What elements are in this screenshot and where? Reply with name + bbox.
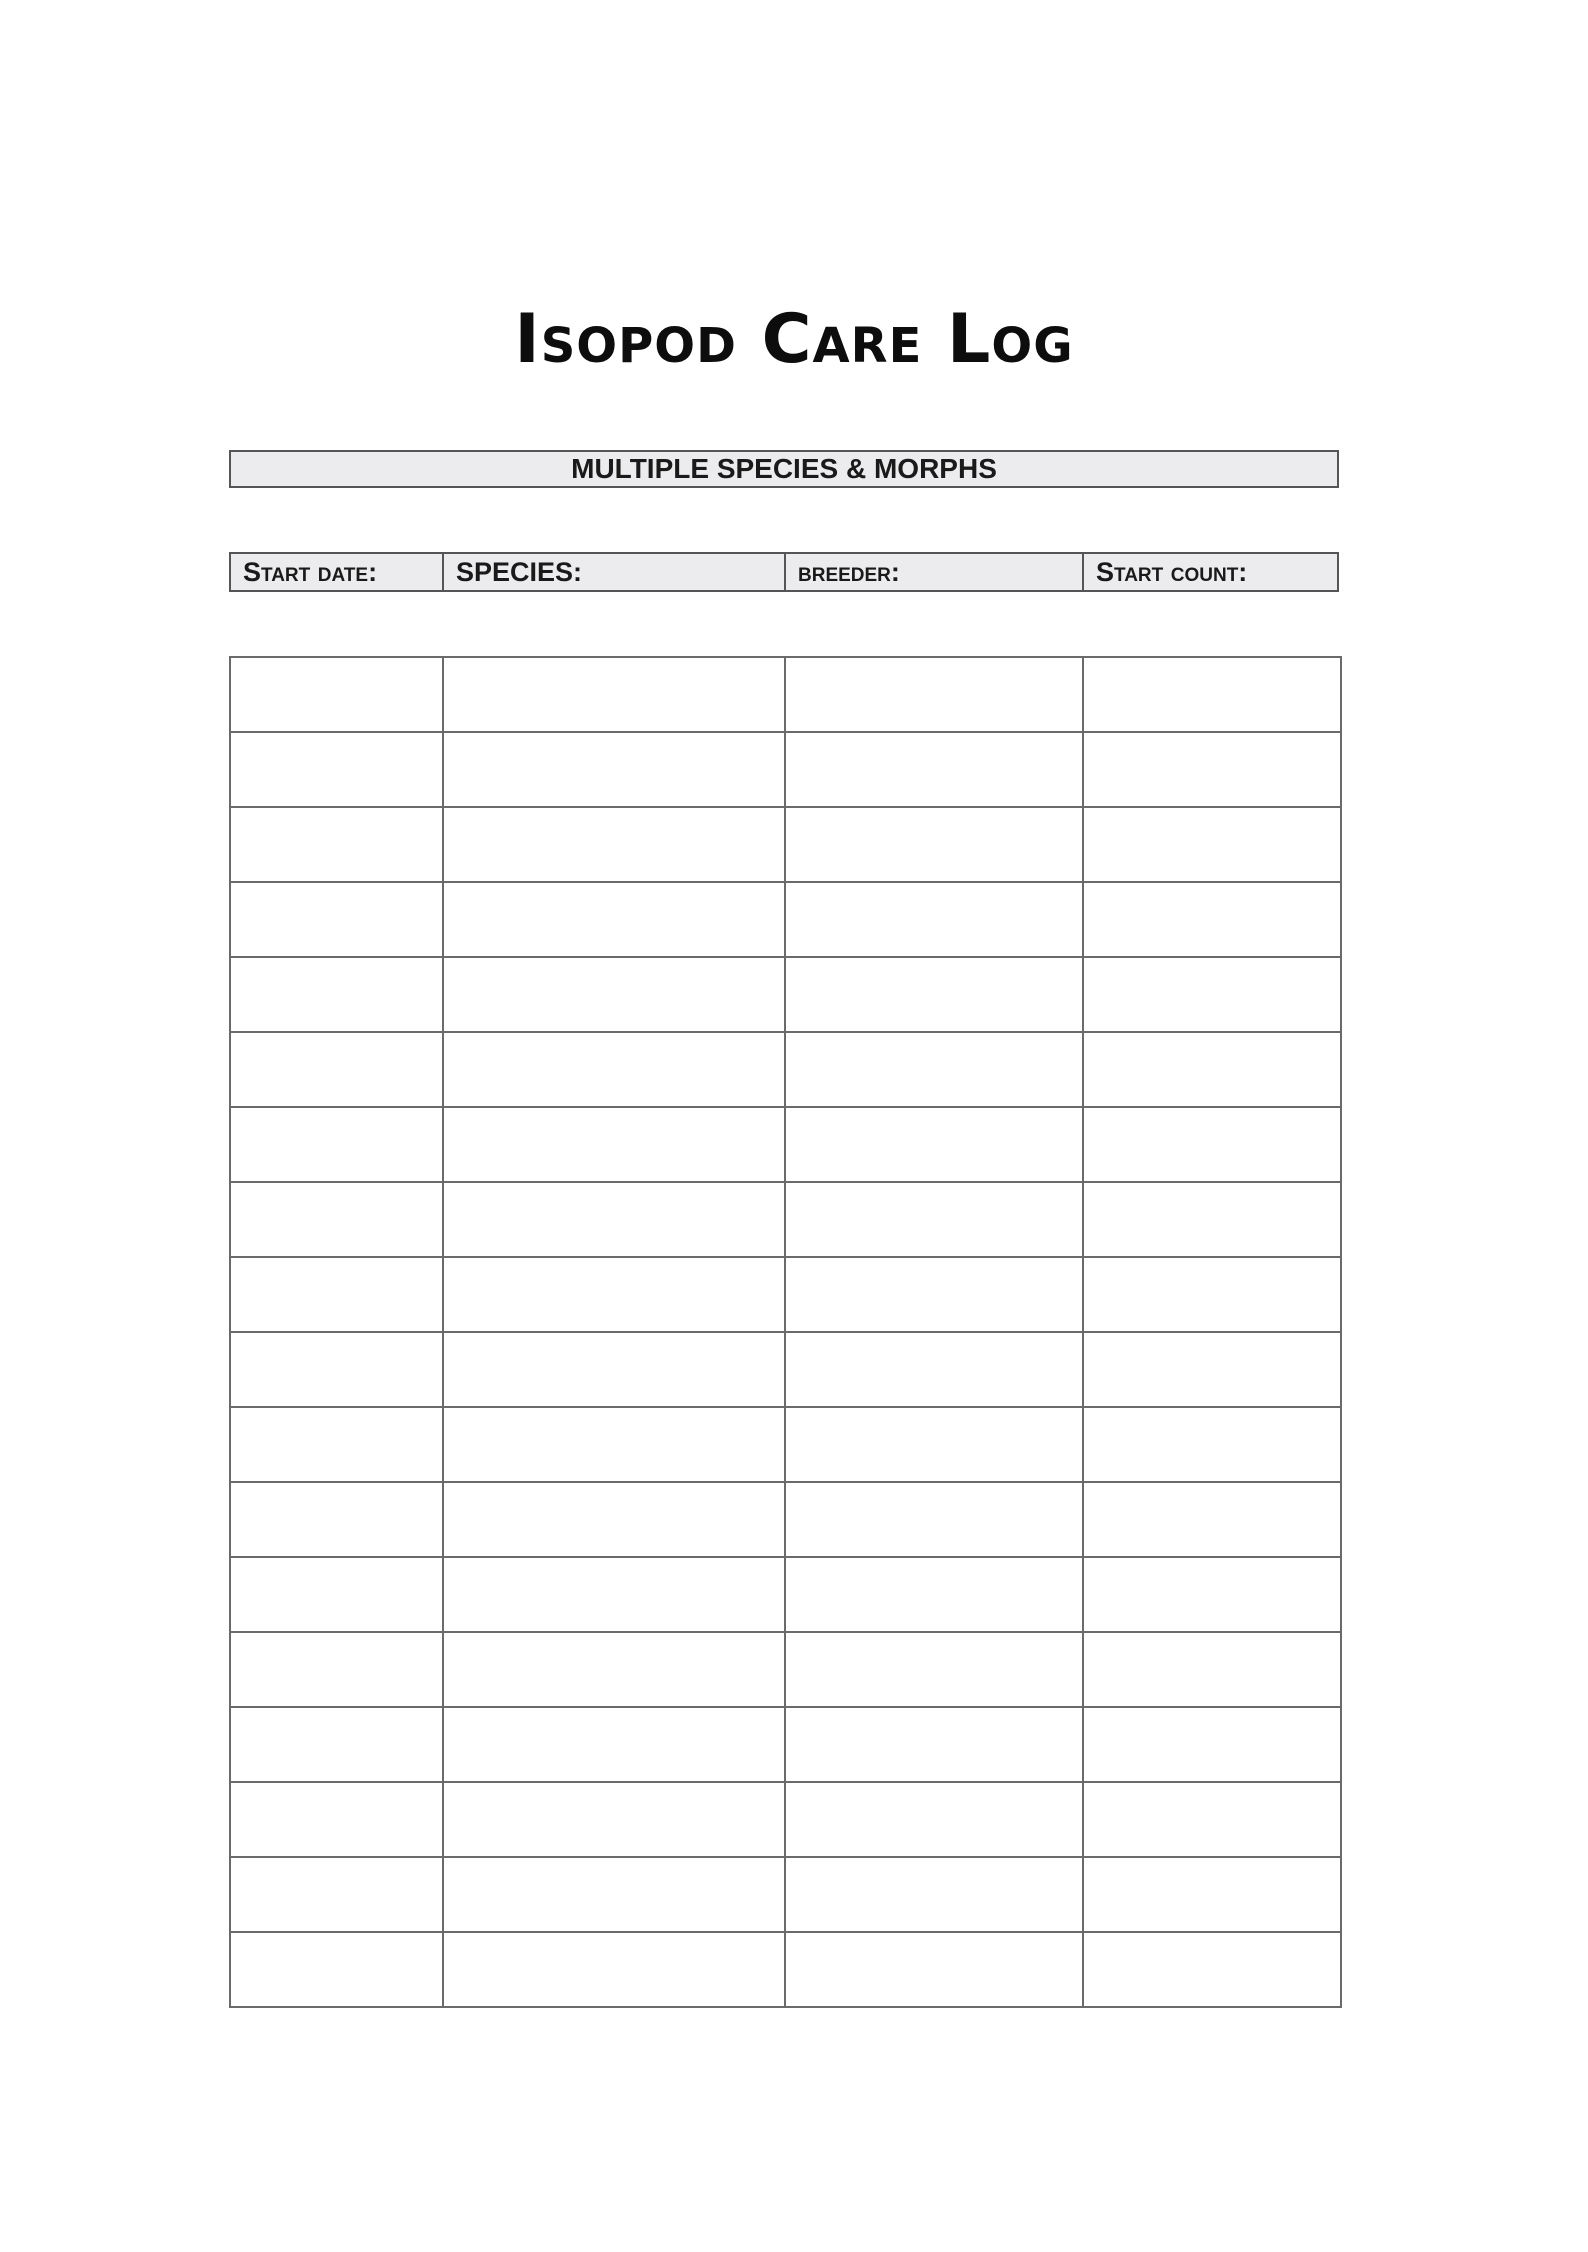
breeder-cell[interactable] (785, 1557, 1083, 1632)
start-date-cell[interactable] (230, 1182, 443, 1257)
species-cell[interactable] (443, 1857, 785, 1932)
start-date-cell[interactable] (230, 1257, 443, 1332)
species-cell[interactable] (443, 1332, 785, 1407)
table-row (230, 1482, 1341, 1557)
page-title: Isopod Care Log (514, 300, 1074, 379)
start-count-cell[interactable] (1083, 957, 1341, 1032)
species-cell[interactable] (443, 657, 785, 732)
start-count-cell[interactable] (1083, 1107, 1341, 1182)
breeder-cell[interactable] (785, 1707, 1083, 1782)
header-species: SPECIES: (444, 554, 786, 590)
start-count-cell[interactable] (1083, 1932, 1341, 2007)
start-date-cell[interactable] (230, 1557, 443, 1632)
table-row (230, 1557, 1341, 1632)
start-date-cell[interactable] (230, 807, 443, 882)
species-cell[interactable] (443, 1407, 785, 1482)
start-count-cell[interactable] (1083, 732, 1341, 807)
breeder-cell[interactable] (785, 657, 1083, 732)
column-header-row (229, 552, 1339, 592)
header-start-date: Start date: (231, 554, 444, 590)
breeder-cell[interactable] (785, 1857, 1083, 1932)
breeder-cell[interactable] (785, 1032, 1083, 1107)
species-cell[interactable] (443, 957, 785, 1032)
breeder-cell[interactable] (785, 1407, 1083, 1482)
breeder-cell[interactable] (785, 882, 1083, 957)
species-cell[interactable] (443, 1782, 785, 1857)
start-count-cell[interactable] (1083, 1632, 1341, 1707)
table-row (230, 657, 1341, 732)
breeder-cell[interactable] (785, 1782, 1083, 1857)
log-table (229, 656, 1342, 2008)
table-row (230, 732, 1341, 807)
start-count-cell[interactable] (1083, 1257, 1341, 1332)
table-row (230, 1632, 1341, 1707)
start-count-cell[interactable] (1083, 1032, 1341, 1107)
start-count-cell[interactable] (1083, 807, 1341, 882)
table-row (230, 1332, 1341, 1407)
species-cell[interactable] (443, 807, 785, 882)
table-row (230, 1932, 1341, 2007)
species-cell[interactable] (443, 1482, 785, 1557)
start-date-cell[interactable] (230, 1407, 443, 1482)
table-row (230, 1032, 1341, 1107)
species-cell[interactable] (443, 1932, 785, 2007)
start-date-cell[interactable] (230, 1107, 443, 1182)
start-count-cell[interactable] (1083, 1407, 1341, 1482)
table-row (230, 1257, 1341, 1332)
species-cell[interactable] (443, 1032, 785, 1107)
breeder-cell[interactable] (785, 732, 1083, 807)
start-count-cell[interactable] (1083, 1557, 1341, 1632)
subtitle-banner: MULTIPLE SPECIES & MORPHS (229, 450, 1339, 488)
breeder-cell[interactable] (785, 1632, 1083, 1707)
breeder-cell[interactable] (785, 1332, 1083, 1407)
start-count-cell[interactable] (1083, 1332, 1341, 1407)
table-row (230, 1857, 1341, 1932)
start-count-cell[interactable] (1083, 882, 1341, 957)
species-cell[interactable] (443, 1557, 785, 1632)
start-count-cell[interactable] (1083, 1782, 1341, 1857)
start-date-cell[interactable] (230, 1782, 443, 1857)
header-breeder: breeder: (786, 554, 1084, 590)
start-count-cell[interactable] (1083, 1707, 1341, 1782)
breeder-cell[interactable] (785, 1182, 1083, 1257)
table-row (230, 1182, 1341, 1257)
log-table-body (230, 657, 1341, 2007)
start-count-cell[interactable] (1083, 1182, 1341, 1257)
breeder-cell[interactable] (785, 1932, 1083, 2007)
start-count-cell[interactable] (1083, 1482, 1341, 1557)
table-row (230, 1107, 1341, 1182)
species-cell[interactable] (443, 1632, 785, 1707)
table-row (230, 957, 1341, 1032)
breeder-cell[interactable] (785, 807, 1083, 882)
start-date-cell[interactable] (230, 1932, 443, 2007)
start-date-cell[interactable] (230, 1332, 443, 1407)
breeder-cell[interactable] (785, 1257, 1083, 1332)
start-date-cell[interactable] (230, 882, 443, 957)
start-count-cell[interactable] (1083, 657, 1341, 732)
start-date-cell[interactable] (230, 657, 443, 732)
table-row (230, 1707, 1341, 1782)
table-row (230, 1407, 1341, 1482)
breeder-cell[interactable] (785, 957, 1083, 1032)
start-date-cell[interactable] (230, 732, 443, 807)
species-cell[interactable] (443, 882, 785, 957)
start-date-cell[interactable] (230, 957, 443, 1032)
table-row (230, 807, 1341, 882)
species-cell[interactable] (443, 1182, 785, 1257)
species-cell[interactable] (443, 1107, 785, 1182)
start-date-cell[interactable] (230, 1032, 443, 1107)
breeder-cell[interactable] (785, 1482, 1083, 1557)
start-date-cell[interactable] (230, 1707, 443, 1782)
start-date-cell[interactable] (230, 1857, 443, 1932)
start-count-cell[interactable] (1083, 1857, 1341, 1932)
species-cell[interactable] (443, 1707, 785, 1782)
species-cell[interactable] (443, 1257, 785, 1332)
header-start-count: Start count: (1096, 557, 1248, 587)
start-date-cell[interactable] (230, 1482, 443, 1557)
species-cell[interactable] (443, 732, 785, 807)
table-row (230, 1782, 1341, 1857)
breeder-cell[interactable] (785, 1107, 1083, 1182)
table-row (230, 882, 1341, 957)
start-date-cell[interactable] (230, 1632, 443, 1707)
